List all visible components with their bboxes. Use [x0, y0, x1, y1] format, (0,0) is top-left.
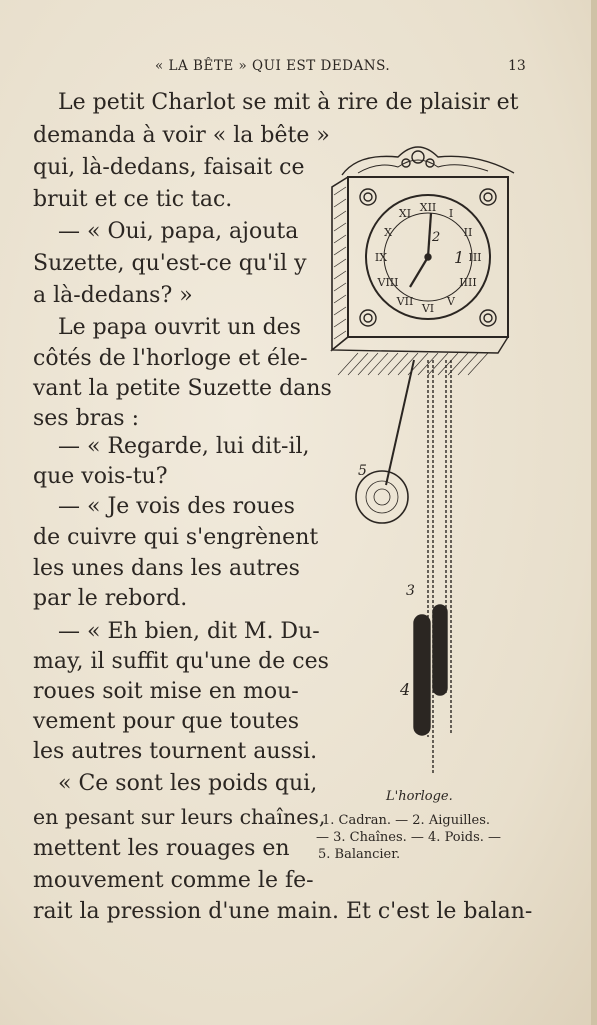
dial-numeral: VIII: [377, 276, 399, 289]
text-line: « Ce sont les poids qui,: [58, 771, 318, 796]
text-line: — « Je vois des roues: [58, 494, 295, 519]
text-line: Le petit Charlot se mit à rire de plaisir et: [58, 90, 519, 115]
dial-numeral: III: [468, 251, 482, 264]
text-line: roues soit mise en mou-: [33, 679, 299, 704]
dial-numeral: VII: [396, 295, 414, 308]
page-number: 13: [508, 58, 526, 74]
dial-numeral: I: [448, 207, 454, 220]
text-line: vement pour que toutes: [33, 709, 300, 734]
label-weights: 4: [400, 680, 411, 699]
dial-numeral: V: [447, 295, 455, 308]
figure-caption-line: 5. Balancier.: [318, 847, 401, 862]
text-line: côtés de l'horloge et éle-: [33, 346, 308, 371]
dial-numeral: X: [384, 226, 392, 239]
text-line: — « Eh bien, dit M. Du-: [58, 619, 320, 644]
text-line: may, il suffit qu'une de ces: [33, 649, 329, 674]
figure-caption-line: 1. Cadran. — 2. Aiguilles.: [322, 813, 491, 828]
text-line: en pesant sur leurs chaînes,: [33, 805, 326, 829]
text-line: bruit et ce tic tac.: [33, 187, 233, 212]
page-edge: [591, 0, 597, 1025]
text-line: mettent les rouages en: [33, 836, 290, 861]
figure-caption-title: L'horloge.: [386, 789, 453, 804]
text-line: mouvement comme le fe-: [33, 868, 314, 893]
dial-numeral: XII: [419, 201, 437, 214]
text-line: Suzette, qu'est-ce qu'il y: [33, 251, 307, 276]
dial-numeral: II: [463, 226, 473, 239]
text-line: qui, là-dedans, faisait ce: [33, 155, 305, 180]
text-line: — « Regarde, lui dit-il,: [58, 434, 310, 459]
label-dial: 1: [454, 248, 465, 267]
dial-numeral: IX: [374, 251, 388, 264]
dial-numeral: IIII: [459, 276, 477, 289]
text-line: demanda à voir « la bête »: [33, 123, 330, 148]
text-line: — « Oui, papa, ajouta: [58, 219, 299, 244]
label-hands: 2: [432, 230, 441, 245]
text-line: par le rebord.: [33, 586, 188, 611]
text-line: de cuivre qui s'engrènent: [33, 525, 319, 550]
label-pendulum: 5: [358, 463, 367, 479]
text-line: que vois-tu?: [33, 464, 168, 489]
text-line: les unes dans les autres: [33, 556, 300, 581]
text-line: a là-dedans? »: [33, 283, 193, 308]
figure-caption-line: — 3. Chaînes. — 4. Poids. —: [316, 830, 502, 845]
text-line: Le papa ouvrit un des: [58, 315, 301, 340]
text-line: ses bras :: [33, 406, 140, 431]
text-line: rait la pression d'une main. Et c'est le balan-: [33, 899, 533, 924]
running-header: « LA BÊTE » QUI EST DEDANS.: [155, 58, 391, 74]
dial-numeral: VI: [421, 302, 435, 315]
dial-numeral: XI: [398, 207, 412, 220]
clock-illustration: [318, 135, 518, 795]
text-line: vant la petite Suzette dans: [33, 376, 332, 401]
label-chains: 3: [406, 583, 415, 599]
text-line: les autres tournent aussi.: [33, 739, 318, 764]
